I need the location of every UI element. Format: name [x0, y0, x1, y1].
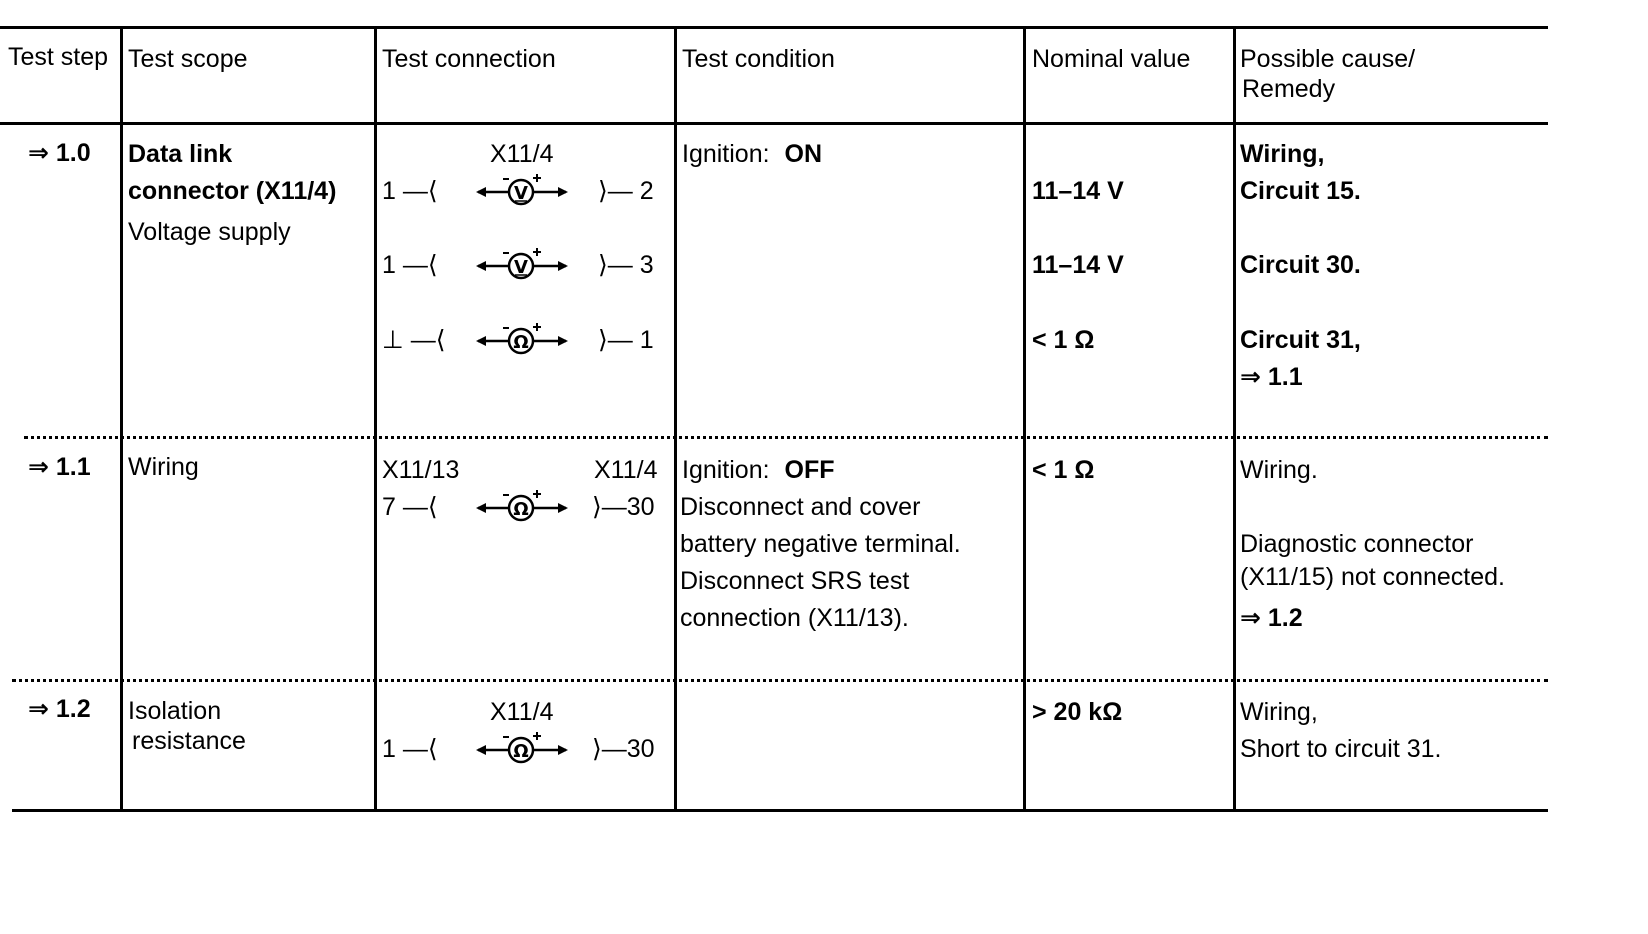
nominal-value: 11–14 V [1032, 251, 1124, 279]
header-test-condition: Test condition [682, 45, 835, 73]
svg-text:Ω: Ω [513, 332, 529, 353]
probe-left: 1 —⟨ [382, 251, 438, 279]
cause-text: Diagnostic connector [1240, 530, 1474, 558]
cause-reference: ⇒ 1.2 [1240, 604, 1303, 632]
cause-text: Wiring, [1240, 698, 1318, 726]
scope-title-2: connector (X11/4) [128, 177, 337, 205]
condition-value: OFF [784, 456, 835, 484]
voltmeter-icon [472, 244, 572, 284]
step-number: ⇒ 1.0 [28, 139, 91, 167]
condition-text: Disconnect SRS test [680, 567, 910, 595]
column-divider-2 [374, 26, 377, 812]
column-divider-4 [1023, 26, 1026, 812]
table-bottom-rule [12, 809, 1548, 812]
nominal-value: 11–14 V [1032, 177, 1124, 205]
cause-text: Wiring. [1240, 456, 1318, 484]
cause-text: Short to circuit 31. [1240, 735, 1442, 763]
probe-left: 7 —⟨ [382, 493, 438, 521]
header-test-scope: Test scope [128, 45, 248, 73]
condition-label-text: Ignition: [682, 140, 770, 168]
cause-text: (X11/15) not connected. [1240, 563, 1505, 591]
probe-right: ⟩— 2 [598, 177, 654, 205]
ohmmeter-icon [472, 486, 572, 526]
header-bottom-rule [0, 122, 1548, 125]
cause-text: Circuit 15. [1240, 177, 1361, 205]
cause-reference: ⇒ 1.1 [1240, 363, 1303, 391]
svg-text:Ω: Ω [513, 499, 529, 520]
svg-text:V: V [514, 183, 528, 204]
probe-left: 1 —⟨ [382, 735, 438, 763]
row-divider-1 [24, 436, 1548, 439]
ohmmeter-icon [472, 319, 572, 359]
nominal-value: > 20 kΩ [1032, 698, 1123, 726]
condition-text: Disconnect and cover [680, 493, 921, 521]
probe-left: 1 —⟨ [382, 177, 438, 205]
scope-title-2: resistance [132, 727, 246, 755]
row-divider-2 [12, 679, 1548, 682]
connector-label: X11/4 [490, 140, 554, 168]
probe-right: ⟩—30 [592, 735, 655, 763]
probe-right: ⟩— 1 [598, 326, 654, 354]
probe-right: ⟩— 3 [598, 251, 654, 279]
cause-text: Circuit 30. [1240, 251, 1361, 279]
step-number: ⇒ 1.1 [28, 453, 91, 481]
header-remedy: Remedy [1242, 75, 1336, 103]
ohmmeter-icon [472, 728, 572, 768]
condition-label [682, 455, 835, 485]
header-test-step: Test step [8, 43, 109, 71]
step-number: ⇒ 1.2 [28, 695, 91, 723]
cause-text: Circuit 31, [1240, 326, 1361, 354]
condition-label [682, 139, 822, 169]
nominal-value: < 1 Ω [1032, 326, 1095, 354]
column-divider-3 [674, 26, 677, 812]
svg-text:Ω: Ω [513, 741, 529, 762]
table-top-rule [0, 26, 1548, 29]
condition-text: battery negative terminal. [680, 530, 961, 558]
condition-text: connection (X11/13). [680, 604, 909, 632]
scope-title: Wiring [128, 453, 199, 481]
probe-left: ⊥ —⟨ [382, 326, 446, 354]
connector-label: X11/4 [490, 698, 554, 726]
svg-text:V: V [514, 257, 528, 278]
header-nominal-value: Nominal value [1032, 45, 1191, 73]
scope-detail: Voltage supply [128, 218, 291, 246]
nominal-value: < 1 Ω [1032, 456, 1095, 484]
column-divider-5 [1233, 26, 1236, 812]
condition-label-text: Ignition: [682, 456, 770, 484]
probe-right: ⟩—30 [592, 493, 655, 521]
column-divider-1 [120, 26, 123, 812]
scope-title: Isolation [128, 697, 222, 725]
scope-title: Data link [128, 140, 233, 168]
header-test-connection: Test connection [382, 45, 556, 73]
condition-value: ON [784, 140, 823, 168]
connector-label: X11/13 [382, 456, 460, 484]
voltmeter-icon [472, 170, 572, 210]
header-cause: Possible cause/ [1240, 45, 1416, 73]
cause-text: Wiring, [1240, 140, 1325, 168]
connector-label: X11/4 [594, 456, 658, 484]
